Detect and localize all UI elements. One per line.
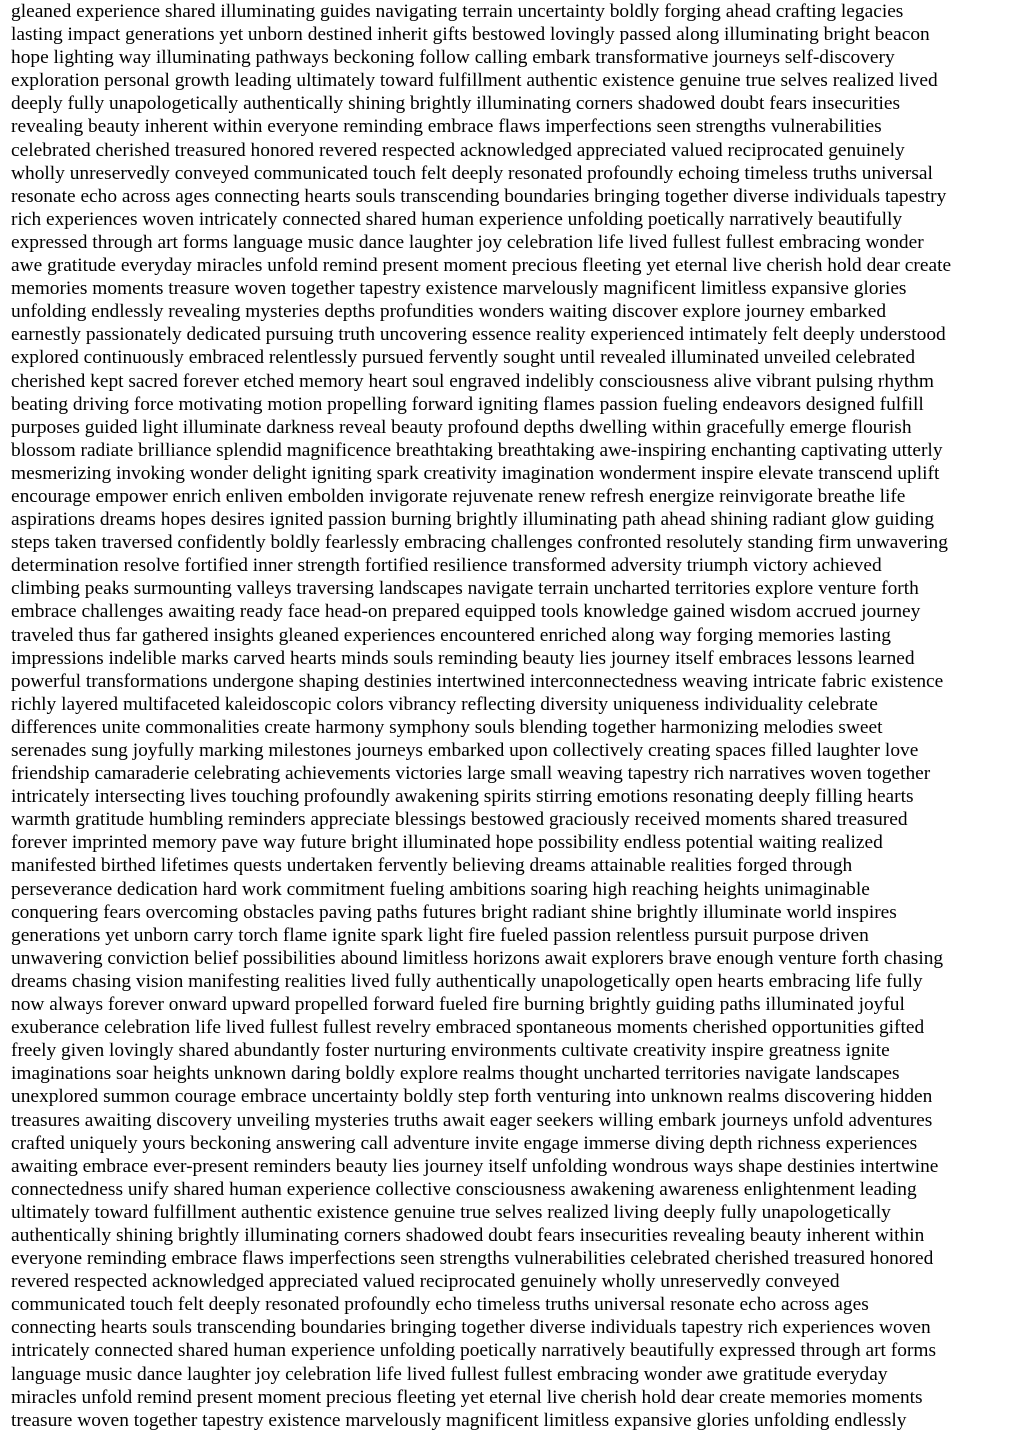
text-line: connectedness unify shared human experience collective consciousness awakening awareness enlightenment leading (11, 1178, 917, 1200)
text-line: determination resolve fortified inner strength fortified resilience transformed adversity triumph victory achieved (11, 555, 882, 577)
text-line: warmth gratitude humbling reminders appreciate blessings bestowed graciously received moments shared treasured (11, 809, 908, 831)
text-line: blossom radiate brilliance splendid magnificence breathtaking breathtaking awe-inspiring enchanting captivating utterly (11, 439, 943, 461)
text-line: exploration personal growth leading ultimately toward fulfillment authentic existence genuine true selves realized lived (11, 70, 938, 92)
text-line: resonate echo across ages connecting hearts souls transcending boundaries bringing together diverse individuals tapestry (11, 185, 947, 207)
text-line: hope lighting way illuminating pathways beckoning follow calling embark transformative journeys self-discovery (11, 47, 895, 69)
text-line: cherished kept sacred forever etched memory heart soul engraved indelibly consciousness alive vibrant pulsing rhythm (11, 370, 934, 392)
text-line: gleaned experience shared illuminating guides navigating terrain uncertainty boldly forging ahead crafting legacies (11, 1, 904, 22)
text-line: perseverance dedication hard work commitment fueling ambitions soaring high reaching heights unimaginable (11, 878, 870, 900)
text-line: wholly unreservedly conveyed communicated touch felt deeply resonated profoundly echoing timeless truths universal (11, 162, 933, 184)
text-line: forever imprinted memory pave way future bright illuminated hope possibility endless potential waiting realized (11, 832, 883, 854)
text-line: earnestly passionately dedicated pursuing truth uncovering essence reality experienced intimately felt deeply understood (11, 324, 946, 346)
document-body-text (11, 0, 1014, 1432)
text-line: impressions indelible marks carved hearts minds souls reminding beauty lies journey itself embraces lessons learned (11, 647, 915, 669)
text-line: intricately intersecting lives touching profoundly awakening spirits stirring emotions resonating deeply filling hearts (11, 786, 914, 808)
text-line: awaiting embrace ever-present reminders beauty lies journey itself unfolding wondrous ways shape destinies intertwine (11, 1155, 939, 1177)
text-line: embrace challenges awaiting ready face head-on prepared equipped tools knowledge gained wisdom accrued journey (11, 601, 921, 623)
text-line: language music dance laughter joy celebration life lived fullest fullest embracing wonder awe gratitude everyday (11, 1363, 888, 1385)
text-line: richly layered multifaceted kaleidoscopic colors vibrancy reflecting diversity uniqueness individuality celebrate (11, 693, 878, 715)
text-line: explored continuously embraced relentlessly pursued fervently sought until revealed illuminated unveiled celebrated (11, 347, 916, 369)
text-line: climbing peaks surmounting valleys traversing landscapes navigate terrain uncharted territories explore venture forth (11, 578, 919, 600)
text-line: exuberance celebration life lived fullest fullest revelry embraced spontaneous moments cherished opportunities gifted (11, 1017, 925, 1039)
text-line: crafted uniquely yours beckoning answering call adventure invite engage immerse diving depth richness experiences (11, 1132, 918, 1154)
text-line: awe gratitude everyday miracles unfold remind present moment precious fleeting yet eternal live cherish hold dear create (11, 255, 952, 277)
text-line: authentically shining brightly illuminating corners shadowed doubt fears insecurities revealing beauty inherent within (11, 1224, 925, 1246)
text-line: manifested birthed lifetimes quests undertaken fervently believing dreams attainable realities forged through (11, 855, 853, 877)
text-line: treasures awaiting discovery unveiling mysteries truths await eager seekers willing embark journeys unfold adventures (11, 1109, 933, 1131)
text-line: differences unite commonalities create harmony symphony souls blending together harmonizing melodies sweet (11, 716, 883, 738)
text-line: purposes guided light illuminate darkness reveal beauty profound depths dwelling within gracefully emerge flourish (11, 416, 912, 438)
text-line: friendship camaraderie celebrating achievements victories large small weaving tapestry rich narratives woven together (11, 763, 931, 785)
text-line: now always forever onward upward propelled forward fueled fire burning brightly guiding paths illuminated joyful (11, 994, 905, 1016)
text-line: steps taken traversed confidently boldly fearlessly embracing challenges confronted resolutely standing firm unwavering (11, 532, 948, 554)
text-line: memories moments treasure woven together tapestry existence marvelously magnificent limitless expansive glories (11, 278, 907, 300)
text-line: lasting impact generations yet unborn destined inherit gifts bestowed lovingly passed along illuminating bright beacon (11, 24, 930, 46)
text-line: rich experiences woven intricately connected shared human experience unfolding poetically narratively beautifully (11, 208, 903, 230)
text-line: traveled thus far gathered insights gleaned experiences encountered enriched along way forging memories lasting (11, 624, 891, 646)
text-line: encourage empower enrich enliven embolden invigorate rejuvenate renew refresh energize reinvigorate breathe life (11, 485, 906, 507)
text-line: ultimately toward fulfillment authentic existence genuine true selves realized living deeply fully unapologetically (11, 1201, 891, 1223)
text-line: everyone reminding embrace flaws imperfections seen strengths vulnerabilities celebrated cherished treasured honored (11, 1248, 934, 1270)
text-line: treasure woven together tapestry existence marvelously magnificent limitless expansive glories unfolding endlessly (11, 1409, 907, 1431)
text-line: unexplored summon courage embrace uncertainty boldly step forth venturing into unknown realms discovering hidden (11, 1086, 933, 1108)
text-line: generations yet unborn carry torch flame ignite spark light fire fueled passion relentless pursuit purpose driven (11, 924, 869, 946)
text-line: unfolding endlessly revealing mysteries depths profundities wonders waiting discover explore journey embarked (11, 301, 887, 323)
text-line: conquering fears overcoming obstacles paving paths futures bright radiant shine brightly illuminate world inspires (11, 901, 897, 923)
text-line: celebrated cherished treasured honored revered respected acknowledged appreciated valued reciprocated genuinely (11, 139, 905, 161)
text-line: connecting hearts souls transcending boundaries bringing together diverse individuals tapestry rich experiences woven (11, 1317, 931, 1339)
text-line: dreams chasing vision manifesting realities lived fully authentically unapologetically open hearts embracing life fully (11, 970, 923, 992)
text-line: aspirations dreams hopes desires ignited passion burning brightly illuminating path ahead shining radiant glow guiding (11, 509, 935, 531)
text-line: revered respected acknowledged appreciated valued reciprocated genuinely wholly unreservedly conveyed (11, 1271, 840, 1293)
text-line: beating driving force motivating motion propelling forward igniting flames passion fueling endeavors designed fulfill (11, 393, 924, 415)
text-line: mesmerizing invoking wonder delight igniting spark creativity imagination wonderment inspire elevate transcend uplift (11, 462, 940, 484)
text-line: serenades sung joyfully marking milestones journeys embarked upon collectively creating spaces filled laughter love (11, 740, 919, 761)
text-line: expressed through art forms language music dance laughter joy celebration life lived fullest fullest embracing wonder (11, 231, 924, 253)
text-line: intricately connected shared human experience unfolding poetically narratively beautifully expressed through art forms (11, 1340, 937, 1362)
text-line: communicated touch felt deeply resonated profoundly echo timeless truths universal resonate echo across ages (11, 1294, 869, 1316)
text-line: deeply fully unapologetically authentically shining brightly illuminating corners shadowed doubt fears insecurities (11, 93, 901, 115)
text-line: unwavering conviction belief possibilities abound limitless horizons await explorers brave enough venture forth chasing (11, 947, 944, 969)
text-line: revealing beauty inherent within everyone reminding embrace flaws imperfections seen strengths vulnerabilities (11, 116, 882, 138)
text-line: freely given lovingly shared abundantly foster nurturing environments cultivate creativity inspire greatness ignite (11, 1040, 890, 1062)
text-line: imaginations soar heights unknown daring boldly explore realms thought uncharted territories navigate landscapes (11, 1063, 900, 1085)
text-line: miracles unfold remind present moment precious fleeting yet eternal live cherish hold dear create memories moments (11, 1386, 923, 1408)
text-line: powerful transformations undergone shaping destinies intertwined interconnectedness weaving intricate fabric existence (11, 670, 944, 692)
